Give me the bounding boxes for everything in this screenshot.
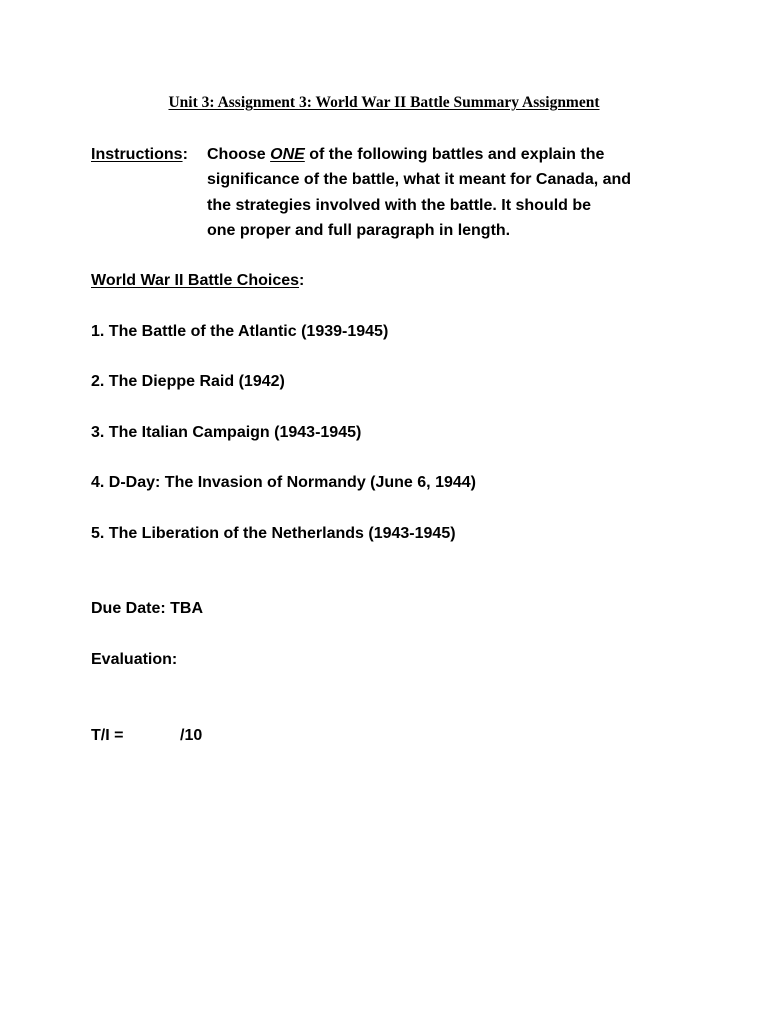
instructions-line-1-before: Choose: [207, 146, 271, 163]
instructions-line-2: significance of the battle, what it meant for Canada, and: [207, 171, 632, 189]
document-title: Unit 3: Assignment 3: World War II Battle Summary Assignment: [168, 94, 600, 111]
ti-score: /10: [180, 727, 203, 744]
instructions-emphasis-one: ONE: [270, 146, 305, 163]
instructions-text: [207, 145, 707, 246]
instructions-line-4: one proper and full paragraph in length.: [207, 221, 511, 239]
instructions-line-1-after: of the following battles and explain the: [304, 146, 605, 163]
battle-choice-5: 5. The Liberation of the Netherlands (1943-1945): [91, 525, 456, 542]
ti-label: T/I =: [91, 727, 124, 744]
instructions-label-colon: :: [182, 146, 188, 163]
instructions-line-1: [207, 145, 707, 170]
instructions-label: [91, 145, 188, 164]
choices-heading-colon: :: [299, 272, 305, 289]
instructions-line-3: the strategies involved with the battle. It should be: [207, 196, 592, 214]
battle-choice-4: 4. D-Day: The Invasion of Normandy (June 6, 1944): [91, 474, 476, 491]
choices-heading-text: World War II Battle Choices: [91, 272, 300, 289]
instructions-label-text: Instructions: [91, 146, 183, 163]
battle-choice-3: 3. The Italian Campaign (1943-1945): [91, 424, 362, 441]
evaluation-label: Evaluation:: [91, 651, 178, 668]
battle-choice-2: 2. The Dieppe Raid (1942): [91, 373, 285, 390]
choices-heading: [91, 271, 304, 290]
battle-choice-1: 1. The Battle of the Atlantic (1939-1945): [91, 323, 389, 340]
due-date: Due Date: TBA: [91, 600, 204, 617]
